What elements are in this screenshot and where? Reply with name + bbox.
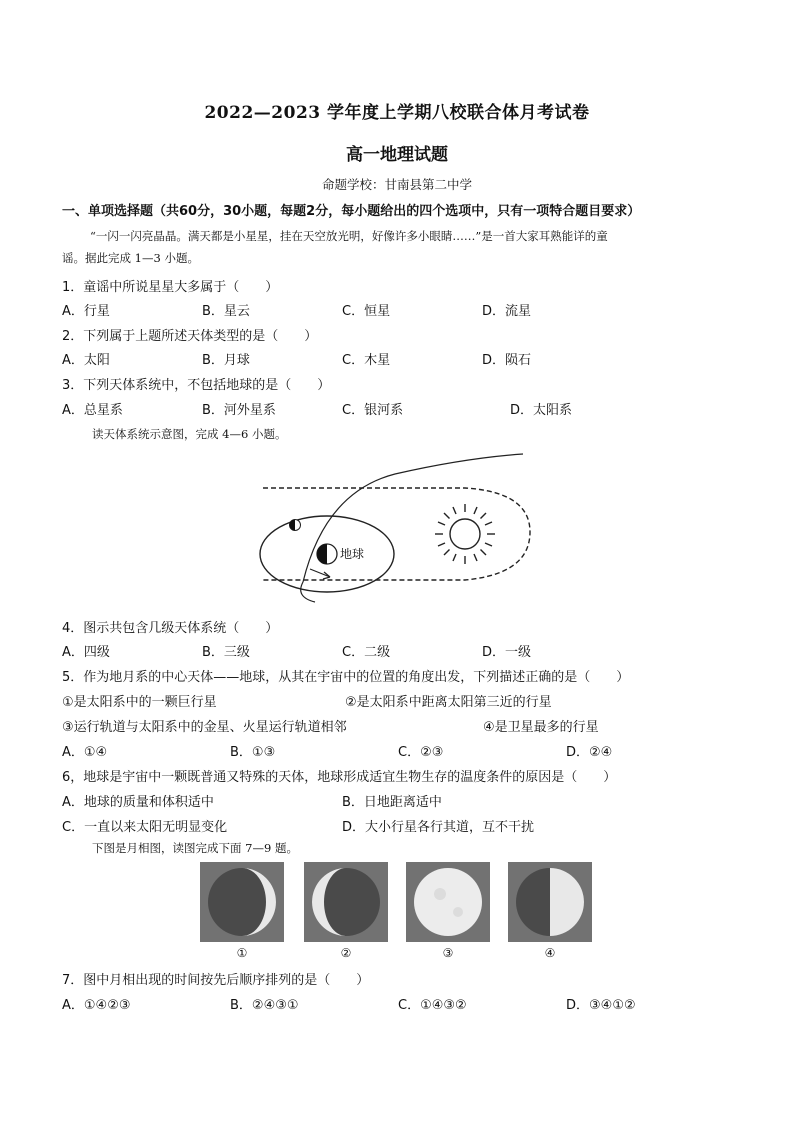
q3-option-a: A．总星系: [62, 403, 123, 418]
section-heading: 一、单项选择题（共60分，30小题，每题2分，每小题给出的四个选项中，只有一项特合题目要求）: [62, 204, 641, 219]
q2-option-d: D．陨石: [482, 353, 532, 368]
q4-option-a: A．四级: [62, 645, 110, 660]
q1-option-a: A．行星: [62, 304, 110, 319]
intro-text-line1: “一闪一闪亮晶晶。满天都是小星星，挂在天空放光明，好像许多小眼睛……”是一首大家耳熟能详的童: [90, 229, 608, 243]
earth-label: 地球: [340, 547, 365, 561]
q2-option-b: B．月球: [202, 353, 250, 368]
q1-option-c: C．恒星: [342, 304, 391, 319]
figure2-intro: 下图是月相图，读图完成下面 7—9 题。: [92, 841, 298, 855]
sun-icon: [435, 504, 495, 564]
q4-option-b: B．三级: [202, 645, 250, 660]
q3-option-b: B．河外星系: [202, 403, 276, 418]
q4-option-d: D．一级: [482, 645, 532, 660]
q1-option-b: B．星云: [202, 304, 250, 319]
q3-option-c: C．银河系: [342, 403, 404, 418]
q5-option-c: C．②③: [398, 745, 444, 760]
question-1-stem: 1．童谣中所说星星大多属于（ ）: [62, 280, 279, 295]
q6-option-d: D．大小行星各行其道，互不干扰: [342, 820, 535, 835]
exam-title: 2022—2023 学年度上学期八校联合体月考试卷: [204, 103, 590, 123]
q5-option-a: A．①④: [62, 745, 108, 760]
figure1-intro: 读天体系统示意图，完成 4—6 小题。: [92, 427, 287, 441]
q5-option-b: B．①③: [230, 745, 276, 760]
q7-option-d: D．③④①②: [566, 998, 636, 1013]
moon-phase-3: [406, 862, 490, 942]
question-6-stem: 6，地球是宇宙中一颗既普通又特殊的天体，地球形成适宜生物生存的温度条件的原因是（ ）: [62, 770, 617, 785]
moon-phase-2-label: ②: [340, 946, 352, 960]
exam-subtitle: 高一地理试题: [346, 145, 448, 165]
q5-statement-3: ③运行轨道与太阳系中的金星、火星运行轨道相邻: [62, 720, 347, 735]
q1-option-d: D．流星: [482, 304, 532, 319]
moon-phase-4: [508, 862, 592, 942]
moon-phase-1-label: ①: [236, 946, 248, 960]
q6-option-a: A．地球的质量和体积适中: [62, 795, 214, 810]
moon-phase-2: [304, 862, 388, 942]
q6-option-b: B．日地距离适中: [342, 795, 442, 810]
comet-orbit-lower: [301, 582, 315, 602]
q2-option-c: C．木星: [342, 353, 391, 368]
school-line: 命题学校：甘南县第二中学: [321, 177, 472, 192]
question-2-stem: 2．下列属于上题所述天体类型的是（ ）: [62, 329, 318, 344]
q7-option-b: B．②④③①: [230, 998, 299, 1013]
earth-shadow: [317, 544, 327, 564]
question-5-stem: 5．作为地月系的中心天体——地球，从其在宇宙中的位置的角度出发，下列描述正确的是（ ）: [62, 670, 630, 685]
moon-shadow: [290, 520, 296, 531]
question-3-stem: 3．下列天体系统中，不包括地球的是（ ）: [62, 378, 331, 393]
comet-orbit-upper: [303, 454, 523, 582]
q5-option-d: D．②④: [566, 745, 613, 760]
question-4-stem: 4．图示共包含几级天体系统（ ）: [62, 621, 279, 636]
moon-phase-figure: [0, 862, 794, 962]
q6-option-c: C．一直以来太阳无明显变化: [62, 820, 228, 835]
q7-option-a: A．①④②③: [62, 998, 131, 1013]
intro-text-line2: 谣。据此完成 1—3 小题。: [62, 251, 199, 265]
orbit-arrow-line: [310, 569, 330, 577]
moon-phase-4-label: ④: [544, 946, 556, 960]
q5-statement-2: ②是太阳系中距离太阳第三近的行星: [345, 695, 552, 710]
q2-option-a: A．太阳: [62, 353, 110, 368]
q4-option-c: C．二级: [342, 645, 391, 660]
celestial-system-diagram: [255, 452, 535, 607]
question-7-stem: 7．图中月相出现的时间按先后顺序排列的是（ ）: [62, 973, 370, 988]
q3-option-d: D．太阳系: [510, 403, 573, 418]
moon-phase-3-label: ③: [442, 946, 454, 960]
q5-statement-1: ①是太阳系中的一颗巨行星: [62, 695, 217, 710]
moon-phase-1: [200, 862, 284, 942]
q5-statement-4: ④是卫星最多的行星: [483, 720, 599, 735]
q7-option-c: C．①④③②: [398, 998, 467, 1013]
